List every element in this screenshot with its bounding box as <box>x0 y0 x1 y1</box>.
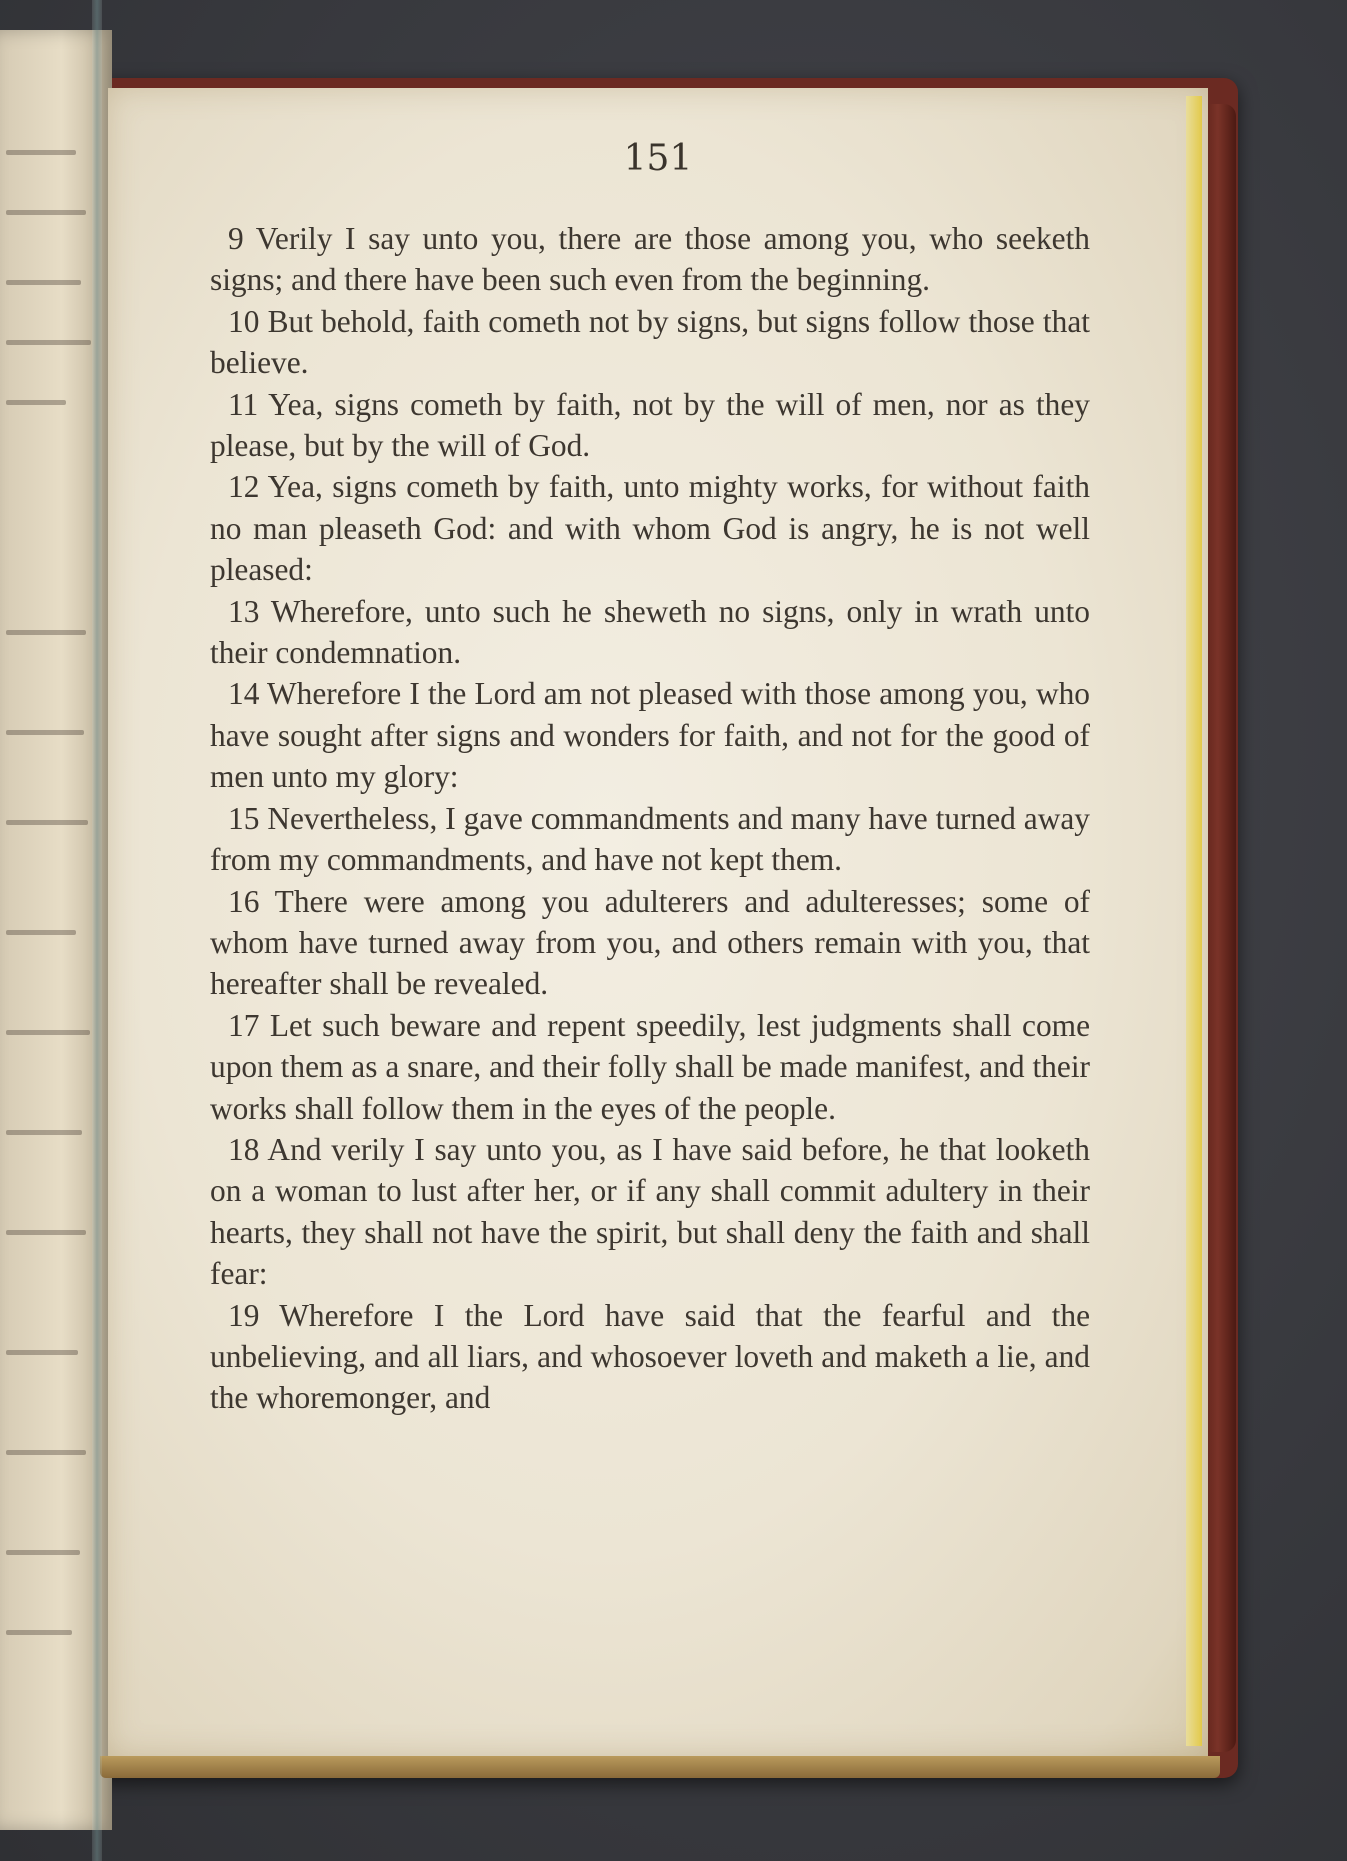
verse: 16 There were among you adulterers and adulteresses; some of whom have turned away from you, and others remain with you, that hereafter shall be revealed. <box>210 883 1090 1002</box>
left-page-text-line <box>6 150 76 155</box>
book-bottom-edge <box>100 1756 1220 1778</box>
left-page-text-line <box>6 340 91 345</box>
left-page-text-line <box>6 400 66 405</box>
verse: 17 Let such beware and repent speedily, lest judgments shall come upon them as a snare, and their folly shall be made manifest, and their works shall follow them in the eyes of the people. <box>210 1007 1090 1126</box>
left-page-text-line <box>6 1030 90 1035</box>
left-page-text-line <box>6 930 76 935</box>
verse: 11 Yea, signs cometh by faith, not by the will of men, nor as they please, but by the will of God. <box>210 386 1090 464</box>
verse-list <box>210 218 1090 1419</box>
book-page <box>108 88 1208 1756</box>
left-page-text-line <box>6 1450 86 1455</box>
glass-plate-edge <box>92 0 102 1861</box>
left-page-text-line <box>6 210 86 215</box>
verse: 18 And verily I say unto you, as I have said before, he that looketh on a woman to lust after her, or if any shall commit adultery in their hearts, they shall not have the spirit, but shall deny the faith and shall fear: <box>210 1131 1090 1292</box>
left-page-text-line <box>6 820 88 825</box>
verse: 19 Wherefore I the Lord have said that the fearful and the unbelieving, and all liars, and whosoever loveth and maketh a lie, and the whoremonger, and <box>210 1297 1090 1416</box>
verse: 14 Wherefore I the Lord am not pleased with those among you, who have sought after signs and wonders for faith, and not for the good of men unto my glory: <box>210 676 1090 795</box>
left-page-text-line <box>6 1350 78 1355</box>
verse: 10 But behold, faith cometh not by signs, but signs follow those that believe. <box>210 303 1090 381</box>
left-page-text-line <box>6 280 81 285</box>
left-page-text-line <box>6 1130 82 1135</box>
verse: 15 Nevertheless, I gave commandments and many have turned away from my commandments, and have not kept them. <box>210 800 1090 878</box>
verse: 9 Verily I say unto you, there are those among you, who seeketh signs; and there have been such even from the beginning. <box>210 221 1090 298</box>
left-page-text-line <box>6 730 84 735</box>
page-gilt-edge <box>1186 96 1202 1746</box>
left-page-text-line <box>6 1230 86 1235</box>
page-number: 151 <box>623 138 693 179</box>
verse: 12 Yea, signs cometh by faith, unto mighty works, for without faith no man pleaseth God: and with whom God is angry, he is not well pleased: <box>210 469 1090 588</box>
left-page-text-line <box>6 630 86 635</box>
left-page-text-line <box>6 1550 80 1555</box>
verse: 13 Wherefore, unto such he sheweth no signs, only in wrath unto their condemnation. <box>210 593 1090 671</box>
left-page-text-line <box>6 1630 72 1635</box>
